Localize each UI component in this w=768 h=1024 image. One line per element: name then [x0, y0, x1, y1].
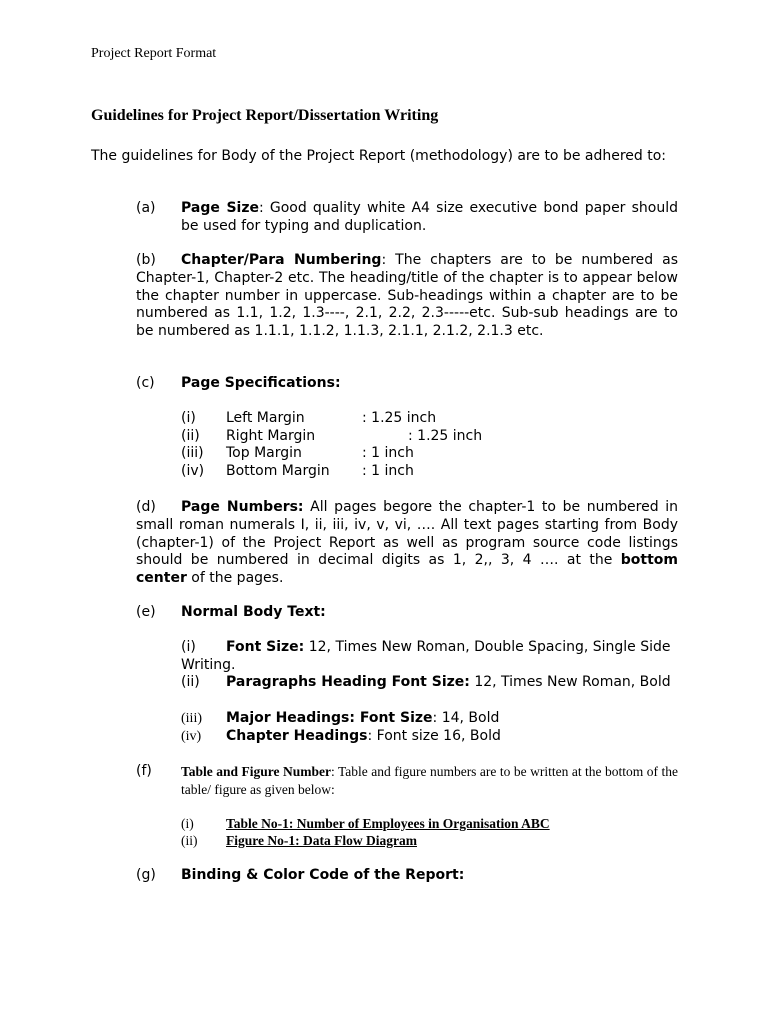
section-c-heading: Page Specifications:: [181, 375, 341, 391]
body-item-3: (iii) Major Headings: Font Size: 14, Bold: [181, 710, 500, 726]
body-item-4: (iv) Chapter Headings: Font size 16, Bold: [181, 728, 501, 744]
section-b-label: (b): [136, 252, 156, 268]
document-page: Project Report Format Guidelines for Project Report/Dissertation Writing The guidelines for Body of the Project Report (methodology) are to be adhered to: (a) Page Size: Good quality white A4 size executive bond paper should be used for typing and duplication. (b) Chapter/Para Numbering: The chapters are to be numbered as Chapter-1, Chapter-2 etc. The heading/title of the chapter is to appear below the chapter number in uppercase. Sub-headings within a chapter are to be numbered as 1.1, 1.2, 1.3----, 2.1, 2.2, 2.3-----etc. Sub-sub headings are to be numbered as 1.1.1, 1.1.2, 1.1.3, 2.1.1, 2.1.2, 2.1.3 etc. (c) Page Specifications: (i) Left Margin : 1.25 inch (ii) Right Margin : 1.25 inch (iii) Top Margin : 1 inch (iv) Bottom Margin : 1 inch (d) Page Numbers: All pages begore the chapter-1 to be numbered in small roman numerals I, ii, iii, iv, v, vi, …. All text pages starting from Body (chapter-1) of the Project Report as well as program source code listings should be numbered in decimal digits as 1, 2,, 3, 4 …. at the bottom center of the pages. (e) Normal Body Text: (i) Font Size: 12, Times New Roman, Double Spacing, Single Side Writing. (ii) Paragraphs Heading Font Size: 12, Times New Roman, Bold (iii) Major Headings: Font Size: 14, Bold (iv) Chapter Headings: Font size 16, Bold (f) Table and Figure Number: Table and figure numbers are to be written at the bottom of the table/ figure as given below: (i) Table No-1: Number of Employees in Organisation ABC (ii) Figure No-1: Data Flow Diagram (g) Binding & Color Code of the Report:: [91, 46, 679, 883]
section-f-label: (f): [136, 763, 152, 779]
section-f-heading: Table and Figure Number: [181, 764, 331, 779]
running-header: Project Report Format: [91, 46, 217, 61]
caption-example-2: (ii) Figure No-1: Data Flow Diagram: [181, 833, 417, 848]
section-b-text: : The chapters are to be numbered as Chapter-1, Chapter-2 etc. The heading/title of the chapter is to appear below the chapter number in uppercase. Sub-headings within a chapter are to be numbered as 1.1, 1.2, 1.3----, 2.1, 2.2, 2.3-----etc. Sub-sub headings are to be numbered as 1.1.1, 1.1.2, 1.1.3, 2.1.1, 2.1.2, 2.1.3 etc.: [136, 252, 679, 340]
section-f-body: [181, 763, 678, 799]
section-a-text: : Good quality white A4 size executive bond paper should be used for typing and duplication.: [181, 200, 678, 234]
section-g-label: (g): [136, 867, 156, 883]
body-item-1: (i) Font Size: 12, Times New Roman, Double Spacing, Single Side Writing.: [181, 639, 671, 673]
section-d-body: Page Numbers: All pages begore the chapter-1 to be numbered in small roman numerals I, ii, iii, iv, v, vi, …. All text pages starting from Body (chapter-1) of the Project Report as well as program source code listings should be numbered in decimal digits as 1, 2,, 3, 4 …. at the bottom center of the pages.: [136, 499, 678, 587]
section-g-heading: Binding & Color Code of the Report:: [181, 867, 465, 883]
section-b-heading: Chapter/Para Numbering: [181, 252, 382, 268]
section-f-text: : Table and figure numbers are to be written at the bottom of the table/ figure as given below:: [181, 764, 678, 797]
section-a-body: [181, 200, 678, 236]
section-e-heading: Normal Body Text:: [181, 604, 326, 620]
caption-example-1: (i) Table No-1: Number of Employees in Organisation ABC: [181, 816, 550, 831]
section-b-body: [136, 252, 678, 341]
section-d-heading: Page Numbers:: [181, 499, 304, 515]
section-a-label: (a): [136, 200, 156, 216]
section-c-label: (c): [136, 375, 155, 391]
section-d-label: (d): [136, 499, 156, 515]
document-title: Guidelines for Project Report/Dissertation Writing: [91, 107, 439, 124]
body-item-2: (ii) Paragraphs Heading Font Size: 12, Times New Roman, Bold: [181, 674, 671, 690]
section-a-heading: Page Size: [181, 200, 259, 216]
section-e-label: (e): [136, 604, 156, 620]
intro-paragraph: The guidelines for Body of the Project Report (methodology) are to be adhered to:: [91, 148, 667, 164]
